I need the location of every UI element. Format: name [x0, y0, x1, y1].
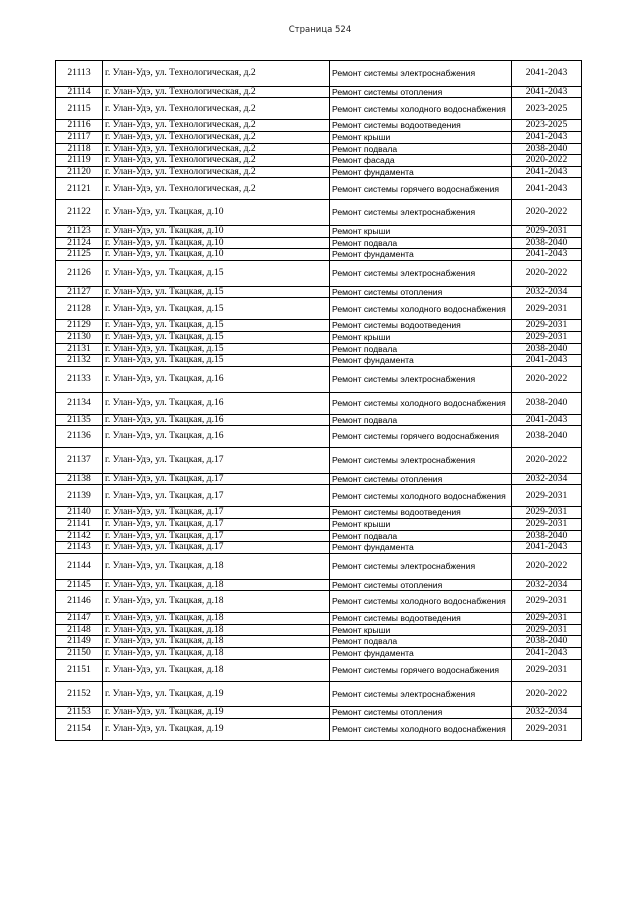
row-work-type: Ремонт подвала — [330, 530, 512, 542]
repair-schedule-table — [55, 60, 582, 741]
table-row — [56, 143, 582, 155]
row-work-type: Ремонт системы отопления — [330, 286, 512, 298]
table-row — [56, 473, 582, 485]
row-period: 2029-2031 — [512, 719, 582, 741]
row-period: 2041-2043 — [512, 414, 582, 426]
row-work-type: Ремонт фундамента — [330, 355, 512, 367]
row-address: г. Улан-Удэ, ул. Ткацкая, д.15 — [103, 355, 330, 367]
row-number: 21124 — [56, 237, 103, 249]
table-row — [56, 61, 582, 87]
row-address: г. Улан-Удэ, ул. Технологическая, д.2 — [103, 61, 330, 87]
row-work-type: Ремонт фундамента — [330, 542, 512, 554]
row-period: 2029-2031 — [512, 485, 582, 507]
table-row — [56, 155, 582, 167]
row-period: 2041-2043 — [512, 542, 582, 554]
row-number: 21154 — [56, 719, 103, 741]
table-row — [56, 200, 582, 226]
row-work-type: Ремонт системы холодного водоснабжения — [330, 485, 512, 507]
row-address: г. Улан-Удэ, ул. Ткацкая, д.18 — [103, 659, 330, 681]
table-row — [56, 530, 582, 542]
table-row — [56, 719, 582, 741]
row-address: г. Улан-Удэ, ул. Ткацкая, д.18 — [103, 624, 330, 636]
table-row — [56, 260, 582, 286]
row-address: г. Улан-Удэ, ул. Ткацкая, д.16 — [103, 392, 330, 414]
row-number: 21119 — [56, 155, 103, 167]
row-work-type: Ремонт крыши — [330, 331, 512, 343]
row-work-type: Ремонт системы электроснабжения — [330, 200, 512, 226]
row-work-type: Ремонт системы водоотведения — [330, 613, 512, 625]
row-address: г. Улан-Удэ, ул. Ткацкая, д.16 — [103, 366, 330, 392]
table-row — [56, 298, 582, 320]
table-row — [56, 320, 582, 332]
row-number: 21142 — [56, 530, 103, 542]
row-work-type: Ремонт системы горячего водоснабжения — [330, 659, 512, 681]
row-number: 21147 — [56, 613, 103, 625]
row-address: г. Улан-Удэ, ул. Ткацкая, д.19 — [103, 719, 330, 741]
table-row — [56, 286, 582, 298]
row-work-type: Ремонт крыши — [330, 131, 512, 143]
row-period: 2032-2034 — [512, 473, 582, 485]
row-period: 2029-2031 — [512, 298, 582, 320]
row-number: 21122 — [56, 200, 103, 226]
row-period: 2023-2025 — [512, 98, 582, 120]
row-work-type: Ремонт системы водоотведения — [330, 120, 512, 132]
row-number: 21144 — [56, 553, 103, 579]
row-period: 2029-2031 — [512, 591, 582, 613]
table-row — [56, 120, 582, 132]
row-address: г. Улан-Удэ, ул. Ткацкая, д.10 — [103, 249, 330, 261]
row-work-type: Ремонт системы холодного водоснабжения — [330, 719, 512, 741]
row-number: 21130 — [56, 331, 103, 343]
row-period: 2029-2031 — [512, 507, 582, 519]
table-row — [56, 707, 582, 719]
row-number: 21118 — [56, 143, 103, 155]
row-address: г. Улан-Удэ, ул. Ткацкая, д.10 — [103, 226, 330, 238]
row-work-type: Ремонт системы электроснабжения — [330, 553, 512, 579]
table-row — [56, 613, 582, 625]
table-row — [56, 636, 582, 648]
table-row — [56, 426, 582, 448]
row-work-type: Ремонт системы холодного водоснабжения — [330, 98, 512, 120]
row-number: 21143 — [56, 542, 103, 554]
row-period: 2038-2040 — [512, 530, 582, 542]
table-row — [56, 343, 582, 355]
row-address: г. Улан-Удэ, ул. Ткацкая, д.18 — [103, 636, 330, 648]
table-row — [56, 86, 582, 98]
row-period: 2041-2043 — [512, 355, 582, 367]
row-address: г. Улан-Удэ, ул. Ткацкая, д.16 — [103, 426, 330, 448]
table-row — [56, 331, 582, 343]
row-number: 21149 — [56, 636, 103, 648]
table-row — [56, 659, 582, 681]
row-period: 2020-2022 — [512, 553, 582, 579]
row-address: г. Улан-Удэ, ул. Ткацкая, д.15 — [103, 286, 330, 298]
table-row — [56, 507, 582, 519]
row-number: 21133 — [56, 366, 103, 392]
row-number: 21145 — [56, 579, 103, 591]
row-address: г. Улан-Удэ, ул. Технологическая, д.2 — [103, 120, 330, 132]
row-period: 2020-2022 — [512, 448, 582, 474]
row-work-type: Ремонт подвала — [330, 237, 512, 249]
row-period: 2029-2031 — [512, 226, 582, 238]
row-period: 2029-2031 — [512, 659, 582, 681]
row-address: г. Улан-Удэ, ул. Ткацкая, д.19 — [103, 707, 330, 719]
row-number: 21146 — [56, 591, 103, 613]
row-work-type: Ремонт фундамента — [330, 648, 512, 660]
table-row — [56, 519, 582, 531]
row-period: 2038-2040 — [512, 343, 582, 355]
table-row — [56, 448, 582, 474]
row-work-type: Ремонт фундамента — [330, 249, 512, 261]
row-work-type: Ремонт системы горячего водоснабжения — [330, 426, 512, 448]
row-number: 21123 — [56, 226, 103, 238]
row-period: 2020-2022 — [512, 366, 582, 392]
row-number: 21114 — [56, 86, 103, 98]
row-number: 21150 — [56, 648, 103, 660]
row-work-type: Ремонт системы холодного водоснабжения — [330, 392, 512, 414]
row-period: 2032-2034 — [512, 286, 582, 298]
row-address: г. Улан-Удэ, ул. Технологическая, д.2 — [103, 178, 330, 200]
row-period: 2032-2034 — [512, 707, 582, 719]
row-address: г. Улан-Удэ, ул. Технологическая, д.2 — [103, 98, 330, 120]
row-period: 2020-2022 — [512, 260, 582, 286]
row-period: 2041-2043 — [512, 249, 582, 261]
row-address: г. Улан-Удэ, ул. Ткацкая, д.18 — [103, 553, 330, 579]
row-address: г. Улан-Удэ, ул. Ткацкая, д.10 — [103, 237, 330, 249]
row-period: 2038-2040 — [512, 392, 582, 414]
page-header: Страница 524 — [288, 25, 352, 35]
row-number: 21140 — [56, 507, 103, 519]
table-row — [56, 178, 582, 200]
row-work-type: Ремонт системы холодного водоснабжения — [330, 591, 512, 613]
row-address: г. Улан-Удэ, ул. Ткацкая, д.17 — [103, 542, 330, 554]
row-address: г. Улан-Удэ, ул. Ткацкая, д.17 — [103, 519, 330, 531]
row-address: г. Улан-Удэ, ул. Ткацкая, д.16 — [103, 414, 330, 426]
table-body — [56, 61, 582, 741]
row-work-type: Ремонт системы электроснабжения — [330, 681, 512, 707]
table-row — [56, 542, 582, 554]
row-number: 21135 — [56, 414, 103, 426]
table-row — [56, 237, 582, 249]
row-number: 21138 — [56, 473, 103, 485]
row-address: г. Улан-Удэ, ул. Ткацкая, д.10 — [103, 200, 330, 226]
table-row — [56, 366, 582, 392]
table-row — [56, 166, 582, 178]
row-address: г. Улан-Удэ, ул. Ткацкая, д.18 — [103, 613, 330, 625]
row-work-type: Ремонт фасада — [330, 155, 512, 167]
row-number: 21148 — [56, 624, 103, 636]
row-period: 2041-2043 — [512, 166, 582, 178]
row-period: 2041-2043 — [512, 86, 582, 98]
row-number: 21126 — [56, 260, 103, 286]
row-period: 2029-2031 — [512, 331, 582, 343]
row-work-type: Ремонт подвала — [330, 636, 512, 648]
row-number: 21136 — [56, 426, 103, 448]
row-address: г. Улан-Удэ, ул. Ткацкая, д.15 — [103, 298, 330, 320]
row-address: г. Улан-Удэ, ул. Технологическая, д.2 — [103, 143, 330, 155]
row-work-type: Ремонт крыши — [330, 519, 512, 531]
table-row — [56, 131, 582, 143]
row-work-type: Ремонт фундамента — [330, 166, 512, 178]
row-address: г. Улан-Удэ, ул. Технологическая, д.2 — [103, 166, 330, 178]
row-number: 21117 — [56, 131, 103, 143]
row-number: 21128 — [56, 298, 103, 320]
row-period: 2038-2040 — [512, 143, 582, 155]
table-row — [56, 226, 582, 238]
row-work-type: Ремонт системы электроснабжения — [330, 260, 512, 286]
row-address: г. Улан-Удэ, ул. Ткацкая, д.18 — [103, 648, 330, 660]
row-address: г. Улан-Удэ, ул. Ткацкая, д.18 — [103, 579, 330, 591]
row-number: 21127 — [56, 286, 103, 298]
row-address: г. Улан-Удэ, ул. Ткацкая, д.17 — [103, 448, 330, 474]
row-work-type: Ремонт системы отопления — [330, 473, 512, 485]
row-work-type: Ремонт системы водоотведения — [330, 320, 512, 332]
row-work-type: Ремонт подвала — [330, 143, 512, 155]
table-row — [56, 591, 582, 613]
row-period: 2020-2022 — [512, 200, 582, 226]
row-number: 21151 — [56, 659, 103, 681]
row-address: г. Улан-Удэ, ул. Ткацкая, д.17 — [103, 530, 330, 542]
table-row — [56, 648, 582, 660]
row-number: 21125 — [56, 249, 103, 261]
row-period: 2029-2031 — [512, 613, 582, 625]
table-row — [56, 485, 582, 507]
table-row — [56, 249, 582, 261]
row-period: 2023-2025 — [512, 120, 582, 132]
table-row — [56, 681, 582, 707]
row-period: 2041-2043 — [512, 648, 582, 660]
row-address: г. Улан-Удэ, ул. Ткацкая, д.15 — [103, 320, 330, 332]
table-row — [56, 624, 582, 636]
row-address: г. Улан-Удэ, ул. Ткацкая, д.15 — [103, 260, 330, 286]
row-period: 2041-2043 — [512, 61, 582, 87]
table-row — [56, 355, 582, 367]
row-number: 21129 — [56, 320, 103, 332]
row-period: 2029-2031 — [512, 624, 582, 636]
row-period: 2029-2031 — [512, 519, 582, 531]
row-address: г. Улан-Удэ, ул. Технологическая, д.2 — [103, 86, 330, 98]
row-number: 21113 — [56, 61, 103, 87]
row-address: г. Улан-Удэ, ул. Ткацкая, д.18 — [103, 591, 330, 613]
table-row — [56, 579, 582, 591]
row-number: 21121 — [56, 178, 103, 200]
row-number: 21152 — [56, 681, 103, 707]
row-period: 2041-2043 — [512, 131, 582, 143]
row-work-type: Ремонт подвала — [330, 343, 512, 355]
row-work-type: Ремонт системы электроснабжения — [330, 366, 512, 392]
row-work-type: Ремонт системы водоотведения — [330, 507, 512, 519]
row-number: 21115 — [56, 98, 103, 120]
row-work-type: Ремонт системы холодного водоснабжения — [330, 298, 512, 320]
row-period: 2029-2031 — [512, 320, 582, 332]
row-period: 2032-2034 — [512, 579, 582, 591]
row-number: 21153 — [56, 707, 103, 719]
row-number: 21131 — [56, 343, 103, 355]
row-number: 21141 — [56, 519, 103, 531]
row-number: 21120 — [56, 166, 103, 178]
row-period: 2020-2022 — [512, 155, 582, 167]
row-period: 2020-2022 — [512, 681, 582, 707]
row-number: 21139 — [56, 485, 103, 507]
row-work-type: Ремонт подвала — [330, 414, 512, 426]
row-period: 2038-2040 — [512, 237, 582, 249]
row-period: 2041-2043 — [512, 178, 582, 200]
table-row — [56, 98, 582, 120]
table-row — [56, 553, 582, 579]
row-period: 2038-2040 — [512, 636, 582, 648]
row-address: г. Улан-Удэ, ул. Ткацкая, д.15 — [103, 331, 330, 343]
row-work-type: Ремонт крыши — [330, 624, 512, 636]
row-address: г. Улан-Удэ, ул. Ткацкая, д.15 — [103, 343, 330, 355]
row-work-type: Ремонт системы отопления — [330, 579, 512, 591]
row-address: г. Улан-Удэ, ул. Ткацкая, д.17 — [103, 507, 330, 519]
row-number: 21134 — [56, 392, 103, 414]
row-work-type: Ремонт системы электроснабжения — [330, 61, 512, 87]
row-address: г. Улан-Удэ, ул. Технологическая, д.2 — [103, 155, 330, 167]
row-address: г. Улан-Удэ, ул. Технологическая, д.2 — [103, 131, 330, 143]
row-address: г. Улан-Удэ, ул. Ткацкая, д.19 — [103, 681, 330, 707]
row-work-type: Ремонт системы горячего водоснабжения — [330, 178, 512, 200]
row-number: 21116 — [56, 120, 103, 132]
table-row — [56, 414, 582, 426]
row-work-type: Ремонт системы электроснабжения — [330, 448, 512, 474]
row-work-type: Ремонт крыши — [330, 226, 512, 238]
table-row — [56, 392, 582, 414]
row-address: г. Улан-Удэ, ул. Ткацкая, д.17 — [103, 485, 330, 507]
row-number: 21137 — [56, 448, 103, 474]
row-work-type: Ремонт системы отопления — [330, 86, 512, 98]
row-number: 21132 — [56, 355, 103, 367]
row-work-type: Ремонт системы отопления — [330, 707, 512, 719]
row-period: 2038-2040 — [512, 426, 582, 448]
row-address: г. Улан-Удэ, ул. Ткацкая, д.17 — [103, 473, 330, 485]
